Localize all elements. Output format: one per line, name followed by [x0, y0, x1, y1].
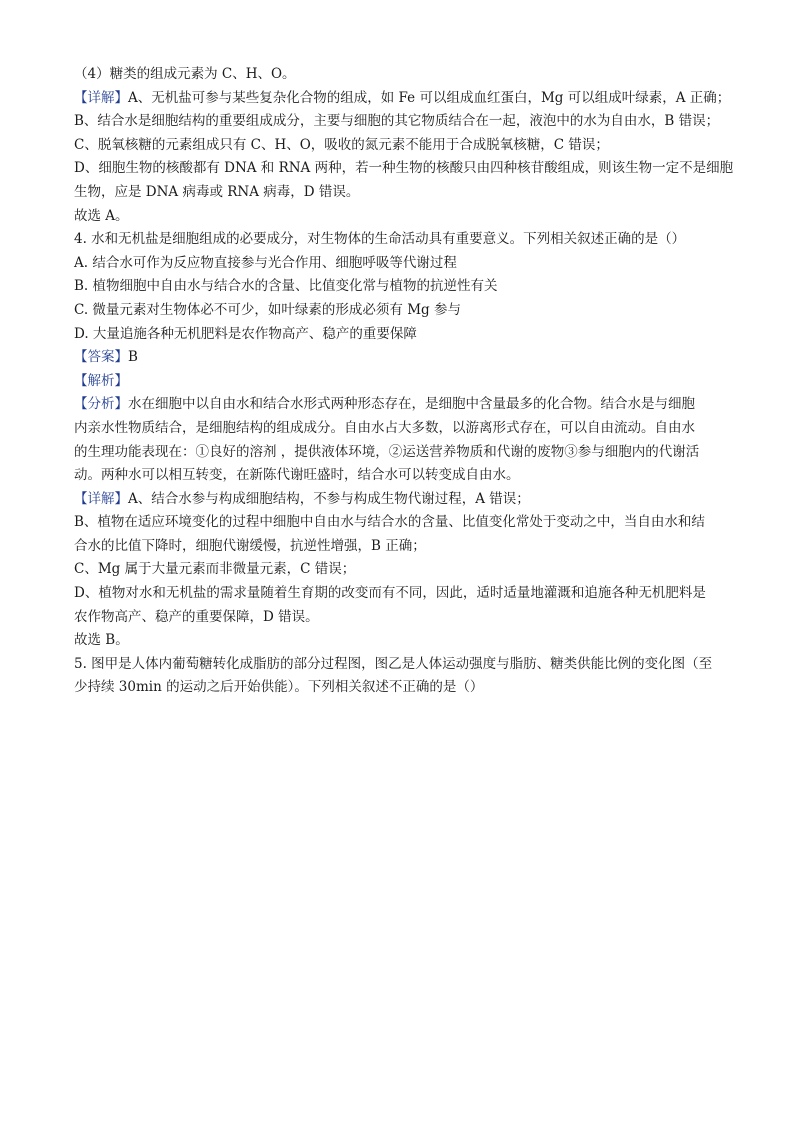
fenxi-tag: 【分析】 — [74, 396, 128, 413]
detail-line — [74, 488, 734, 512]
detail-line: C、Mg 属于大量元素而非微量元素，C 错误； — [74, 561, 356, 578]
question-4-option-b: B. 植物细胞中自由水与结合水的含量、比值变化常与植物的抗逆性有关 — [74, 278, 498, 295]
fenxi-line — [74, 393, 734, 417]
question-4-option-c: C. 微量元素对生物体必不可少，如叶绿素的形成必须有 Mg 参与 — [74, 301, 461, 318]
fenxi-line: 内亲水性物质结合，是细胞结构的组成成分。自由水占大多数，以游离形式存在，可以自由流动。自由水 — [74, 419, 695, 436]
prev-detail-line: D、细胞生物的核酸都有 DNA 和 RNA 两种，若一种生物的核酸只由四种核苷酸组成，则该生物一定不是细胞 — [74, 160, 734, 177]
answer-line — [74, 346, 734, 370]
detail-text: A、结合水参与构成细胞结构，不参与构成生物代谢过程，A 错误； — [128, 490, 530, 507]
detail-tag: 【详解】 — [74, 89, 128, 106]
detail-line: B、植物在适应环境变化的过程中细胞中自由水与结合水的含量、比值变化常处于变动之中，当自由水和结 — [74, 514, 705, 531]
detail-tag: 【详解】 — [74, 490, 128, 507]
prev-detail-line — [74, 87, 734, 111]
question-5-stem: 少持续 30min 的运动之后开始供能）。下列相关叙述不正确的是（） — [74, 679, 484, 696]
detail-line: D、植物对水和无机盐的需求量随着生育期的改变而有不同，因此，适时适量地灌溉和追施各种无机肥料是 — [74, 585, 706, 602]
analysis-line — [74, 370, 734, 394]
fenxi-text: 水在细胞中以自由水和结合水形式两种形态存在，是细胞中含量最多的化合物。结合水是与细胞 — [128, 396, 695, 413]
fenxi-line: 动。两种水可以相互转变，在新陈代谢旺盛时，结合水可以转变成自由水。 — [74, 467, 520, 484]
detail-line: 农作物高产、稳产的重要保障，D 错误。 — [74, 608, 319, 625]
prev-detail-line: C、脱氧核糖的元素组成只有 C、H、O，吸收的氮元素不能用于合成脱氧核糖，C 错误； — [74, 136, 609, 153]
prev-detail-line: B、结合水是细胞结构的重要组成成分，主要与细胞的其它物质结合在一起，液泡中的水为自由水，B 错误； — [74, 113, 720, 130]
question-5-stem: 5. 图甲是人体内葡萄糖转化成脂肪的部分过程图，图乙是人体运动强度与脂肪、糖类供能比例的变化图（至 — [74, 655, 713, 672]
detail-text: A、无机盐可参与某些复杂化合物的组成，如 Fe 可以组成血红蛋白，Mg 可以组成叶绿素，A 正确； — [128, 89, 731, 106]
question-4-option-d: D. 大量追施各种无机肥料是农作物高产、稳产的重要保障 — [74, 325, 417, 342]
prev-item-4: （4）糖类的组成元素为 C、H、O。 — [74, 66, 296, 82]
analysis-tag: 【解析】 — [74, 372, 128, 389]
answer-value: B — [128, 349, 138, 366]
prev-choose: 故选 A。 — [74, 207, 129, 224]
detail-line: 合水的比值下降时，细胞代谢缓慢，抗逆性增强，B 正确； — [74, 537, 426, 554]
document-page — [74, 63, 734, 700]
question-4-choose: 故选 B。 — [74, 632, 129, 649]
question-4-option-a: A. 结合水可作为反应物直接参与光合作用、细胞呼吸等代谢过程 — [74, 254, 457, 271]
question-4-stem: 4. 水和无机盐是细胞组成的必要成分，对生物体的生命活动具有重要意义。下列相关叙述正确的是（） — [74, 231, 686, 248]
fenxi-line: 的生理功能表现在：①良好的溶剂 ，提供液体环境，②运送营养物质和代谢的废物③参与细胞内的代谢活 — [74, 443, 700, 460]
answer-tag: 【答案】 — [74, 349, 128, 366]
prev-detail-line: 生物，应是 DNA 病毒或 RNA 病毒，D 错误。 — [74, 183, 360, 200]
